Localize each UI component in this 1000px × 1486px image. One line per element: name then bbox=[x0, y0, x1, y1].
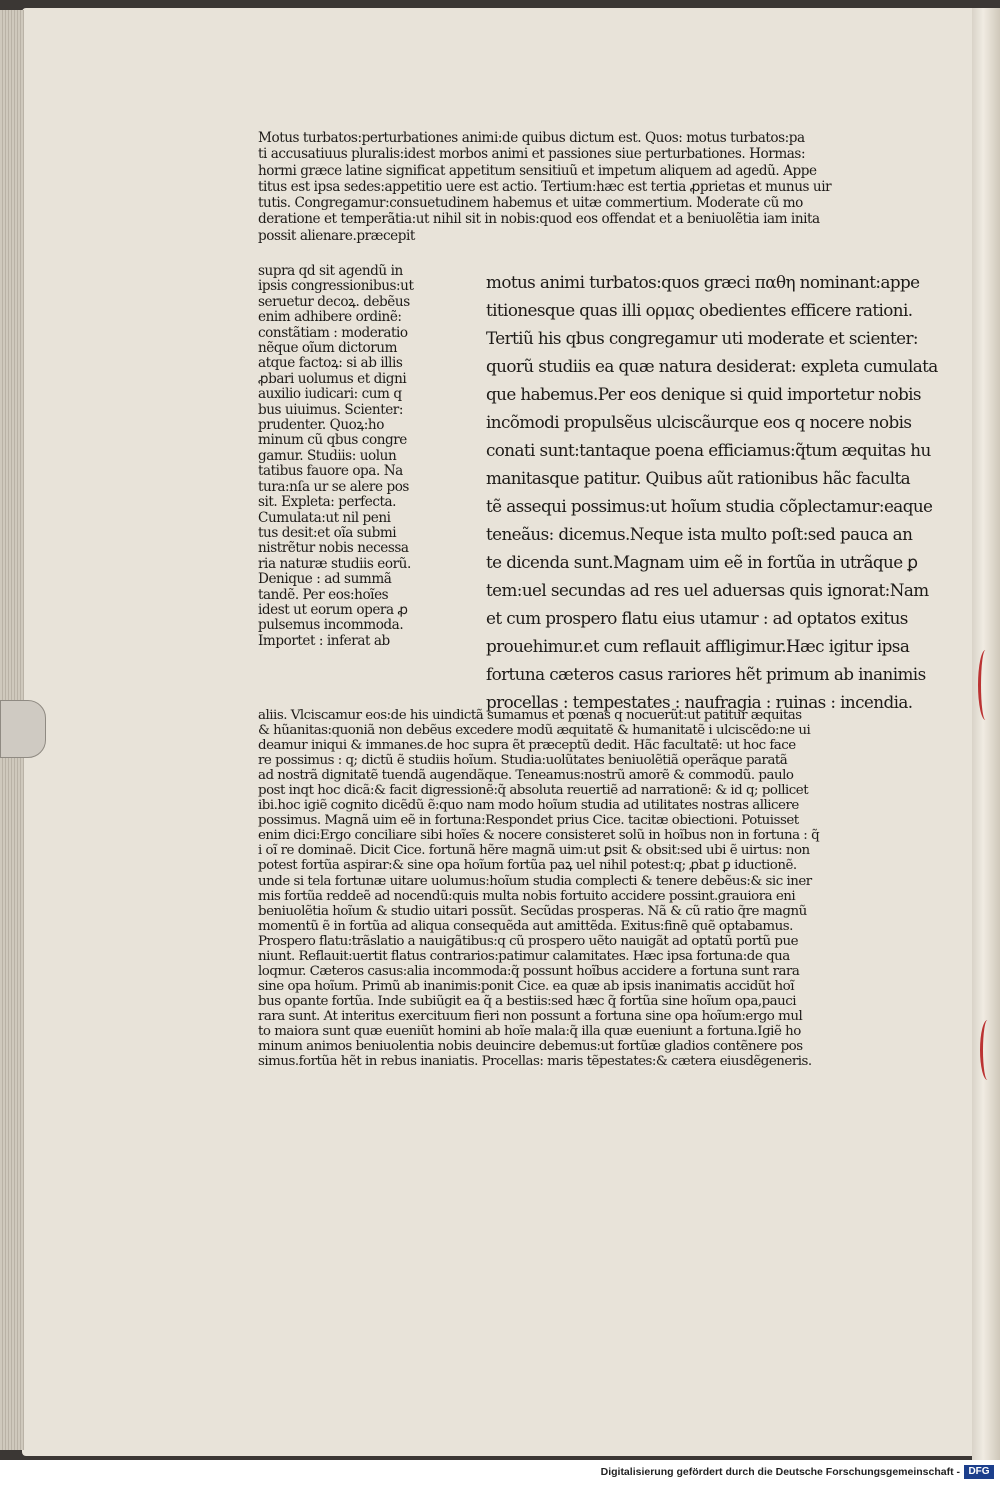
text-line: ibi.hoc igiẽ cognito dicẽdũ ẽ:quo nam modo hoĩum studia ad utilitates nostras allicere bbox=[258, 798, 799, 814]
text-line: ꝓbari uolumus et digni bbox=[258, 370, 407, 387]
text-line: incõmodi propulsẽus ulciscãurque eos q nocere nobis bbox=[486, 412, 912, 432]
text-line: to maiora sunt quæ eueniũt homini ab hoĩe mala:q̃ illa quæ eueniunt a fortuna.Igiẽ ho bbox=[258, 1023, 801, 1039]
text-line: ad nostrã dignitatẽ tuendã augendãque. Teneamus:nostrũ amorẽ & commodũ. paulo bbox=[258, 768, 794, 784]
text-line: possit alienare.præcepit bbox=[258, 227, 415, 244]
text-line: nẽque oĩum dictorum bbox=[258, 340, 398, 357]
text-line: seruetur decoꝝ. debẽus bbox=[258, 293, 410, 310]
text-line: tutis. Congregamur:consuetudinem habemus et uitæ commertium. Moderate cũ mo bbox=[258, 195, 803, 212]
red-ink-mark bbox=[980, 1020, 995, 1080]
text-line: enim dici:Ergo conciliare sibi hoĩes & nocere consisteret solũ in hoĩbus non in fortuna : q̃ bbox=[258, 828, 820, 844]
text-line: potest fortũa aspirar:& sine opa hoĩum fortũa paꝝ uel nihil potest:q; ꝓbat ꝑ iductionẽ. bbox=[258, 858, 797, 874]
text-line: deamur iniqui & immanes.de hoc supra ẽt præceptũ dedit. Hãc facultatẽ: ut hoc face bbox=[258, 738, 796, 754]
text-line: ipsis congressionibus:ut bbox=[258, 278, 414, 295]
text-line: et cum prospero flatu eius utamur : ad optatos exitus bbox=[486, 608, 908, 628]
text-line: momentũ ẽ in fortũa ad aliqua consequẽda aut amittẽda. Exitus:finẽ quẽ optabamus. bbox=[258, 918, 793, 934]
text-line: Cumulata:ut nil peni bbox=[258, 509, 391, 526]
text-line: idest ut eorum opera ꝓ bbox=[258, 601, 408, 618]
footer-bar bbox=[0, 1460, 1000, 1486]
text-line: sine opa hoĩum. Primũ ab inanimis:ponit Cice. ea quæ ab ipsis inanimatis accidũt hoĩ bbox=[258, 978, 795, 994]
red-ink-mark bbox=[978, 650, 993, 720]
text-line: Prospero flatu:trãslatio a nauigãtibus:q cũ prospero uẽto nauigãt ad optatũ portũ pue bbox=[258, 933, 799, 949]
text-line: manitasque patitur. Quibus aũt rationibus hãc faculta bbox=[486, 468, 911, 488]
text-line: minum cũ qbus congre bbox=[258, 432, 407, 449]
text-line: ria naturæ studiis eorũ. bbox=[258, 555, 411, 572]
text-line: titus est ipsa sedes:appetitio uere est actio. Tertium:hæc est tertia ꝓprietas et munus uir bbox=[258, 178, 832, 195]
text-line: loqmur. Cæteros casus:alia incommoda:q̃ possunt hoĩbus accidere a fortuna sunt rara bbox=[258, 963, 800, 979]
text-line: enim adhibere ordinẽ: bbox=[258, 309, 402, 326]
text-line: Denique : ad summã bbox=[258, 571, 392, 588]
text-line: hormi græce latine significat appetitum sensitiuũ et impetum aliquem ad agedũ. Appe bbox=[258, 162, 817, 179]
text-line: fortuna cæteros casus rariores hẽt primum ab inanimis bbox=[486, 664, 926, 684]
funding-credit: Digitalisierung gefördert durch die Deutsche Forschungsgemeinschaft - bbox=[600, 1466, 960, 1478]
text-line: tus desit:et oĩa submi bbox=[258, 524, 397, 541]
text-line: prouehimur.et cum reflauit affligimur.Hæc igitur ipsa bbox=[486, 636, 910, 656]
text-line: tem:uel secundas ad res uel aduersas quis ignorat:Nam bbox=[486, 580, 929, 600]
facing-page-edge bbox=[972, 8, 1000, 1460]
text-line: sit. Expleta: perfecta. bbox=[258, 494, 397, 511]
text-line: bus uiuimus. Scienter: bbox=[258, 401, 403, 418]
text-line: motus animi turbatos:quos græci παθη nominant:appe bbox=[486, 272, 920, 292]
text-line: mis fortũa reddeẽ ad nocendũ:quis multa nobis fortuito accidere possint.grauiora eni bbox=[258, 888, 796, 904]
text-line: minum animos beniuolentia nobis deuincire debemus:ut fortũæ gladios contẽnere pos bbox=[258, 1039, 803, 1055]
text-line: gamur. Studiis: uolun bbox=[258, 447, 397, 464]
text-line: Motus turbatos:perturbationes animi:de quibus dictum est. Quos: motus turbatos:pa bbox=[258, 130, 805, 146]
text-line: pulsemus incommoda. bbox=[258, 617, 404, 634]
text-line: tẽ assequi possimus:ut hoĩum studia cõplectamur:eaque bbox=[486, 496, 933, 516]
text-line: teneãus: dicemus.Neque ista multo poſt:sed pauca an bbox=[486, 524, 913, 544]
text-line: procellas : tempestates : naufragia : ruinas : incendia. bbox=[486, 692, 913, 712]
text-line: beniuolẽtia hoĩum & studio uitari possũt. Secũdas prosperas. Nã & cũ ratio q̃re magnũ bbox=[258, 903, 807, 919]
text-line: tura:nſa ur se alere pos bbox=[258, 478, 409, 495]
text-line: deratione et temperãtia:ut nihil sit in nobis:quod eos offendat et a beniuolẽtia iam inita bbox=[258, 211, 820, 228]
main-text-column bbox=[486, 268, 938, 716]
text-line: re possimus : q; dictũ ẽ studiis hoĩum. Studia:uolũtates beniuolẽtiã operãque paratã bbox=[258, 753, 788, 769]
text-line: conati sunt:tantaque poena efficiamus:q̃tum æquitas hu bbox=[486, 440, 931, 460]
text-line: que habemus.Per eos denique si quid importetur nobis bbox=[486, 384, 921, 404]
text-line: auxilio iudicari: cum q bbox=[258, 386, 402, 403]
text-line: tatibus fauore opa. Na bbox=[258, 463, 403, 480]
commentary-left-column bbox=[258, 264, 463, 649]
text-line: Tertiũ his qbus congregamur uti moderate et scienter: bbox=[486, 328, 918, 348]
text-line: atque factoꝝ: si ab illis bbox=[258, 355, 403, 372]
commentary-top bbox=[258, 130, 832, 244]
text-line: prudenter. Quoꝝ:ho bbox=[258, 417, 384, 434]
text-line: Importet : inferat ab bbox=[258, 632, 390, 649]
text-line: i oĩ re dominaẽ. Dicit Cice. fortunã hẽre magnã uim:ut ꝑsit & obsit:sed ubi ẽ uirtus: non bbox=[258, 843, 810, 859]
text-line: constãtiam : moderatio bbox=[258, 324, 408, 341]
text-line: tandẽ. Per eos:hoĩes bbox=[258, 586, 389, 603]
text-line: ti accusatiuus pluralis:idest morbos animi et passiones siue perturbationes. Hormas: bbox=[258, 146, 806, 163]
book-clamp bbox=[0, 700, 46, 758]
text-line: unde si tela fortunæ uitare uolumus:hoĩum studia complecti & tenere debẽus:& sic iner bbox=[258, 873, 812, 889]
text-line: titionesque quas illi ορμας obedientes efficere rationi. bbox=[486, 300, 913, 320]
text-line: supra qd sit agendũ in bbox=[258, 263, 403, 279]
text-line: niunt. Reflauit:uertit flatus contrarios:patimur calamitates. Hæc ipsa fortuna:de qua bbox=[258, 948, 790, 964]
text-line: te dicenda sunt.Magnam uim eẽ in fortũa in utrãque ꝑ bbox=[486, 552, 918, 572]
text-line: nistrẽtur nobis necessa bbox=[258, 540, 409, 557]
text-line: rara sunt. At interitus exercituum fieri non possunt a fortuna sine opa hoĩum:ergo mul bbox=[258, 1008, 803, 1024]
text-line: & hũanitas:quoniã non debẽus excedere modũ æquitatẽ & humanitatẽ i ulciscẽdo:ne ui bbox=[258, 723, 811, 739]
text-line: aliis. Vlciscamur eos:de his uindictã sumamus et pœnas q nocuerũt:ut patitur æquitas bbox=[258, 708, 802, 723]
text-line: simus.fortũa hẽt in rebus inaniatis. Procellas: maris tẽpestates:& cætera eiusdẽgeneris. bbox=[258, 1054, 812, 1070]
text-line: quorũ studiis ea quæ natura desiderat: expleta cumulata bbox=[486, 356, 938, 376]
dfg-logo: DFG bbox=[964, 1465, 994, 1479]
text-line: bus opante fortũa. Inde subiũgit ea q̃ a bestiis:sed hæc q̃ fortũa sine hoĩum opa,pauci bbox=[258, 993, 797, 1009]
commentary-bottom bbox=[258, 708, 820, 1070]
text-line: post inqt hoc dicã:& facit digressionẽ:q̃ absoluta reuertiẽ ad narrationẽ: & id q; pollicet bbox=[258, 783, 809, 799]
text-line: possimus. Magnã uim eẽ in fortuna:Respondet prius Cice. tacitæ obiectioni. Potuisset bbox=[258, 813, 799, 829]
